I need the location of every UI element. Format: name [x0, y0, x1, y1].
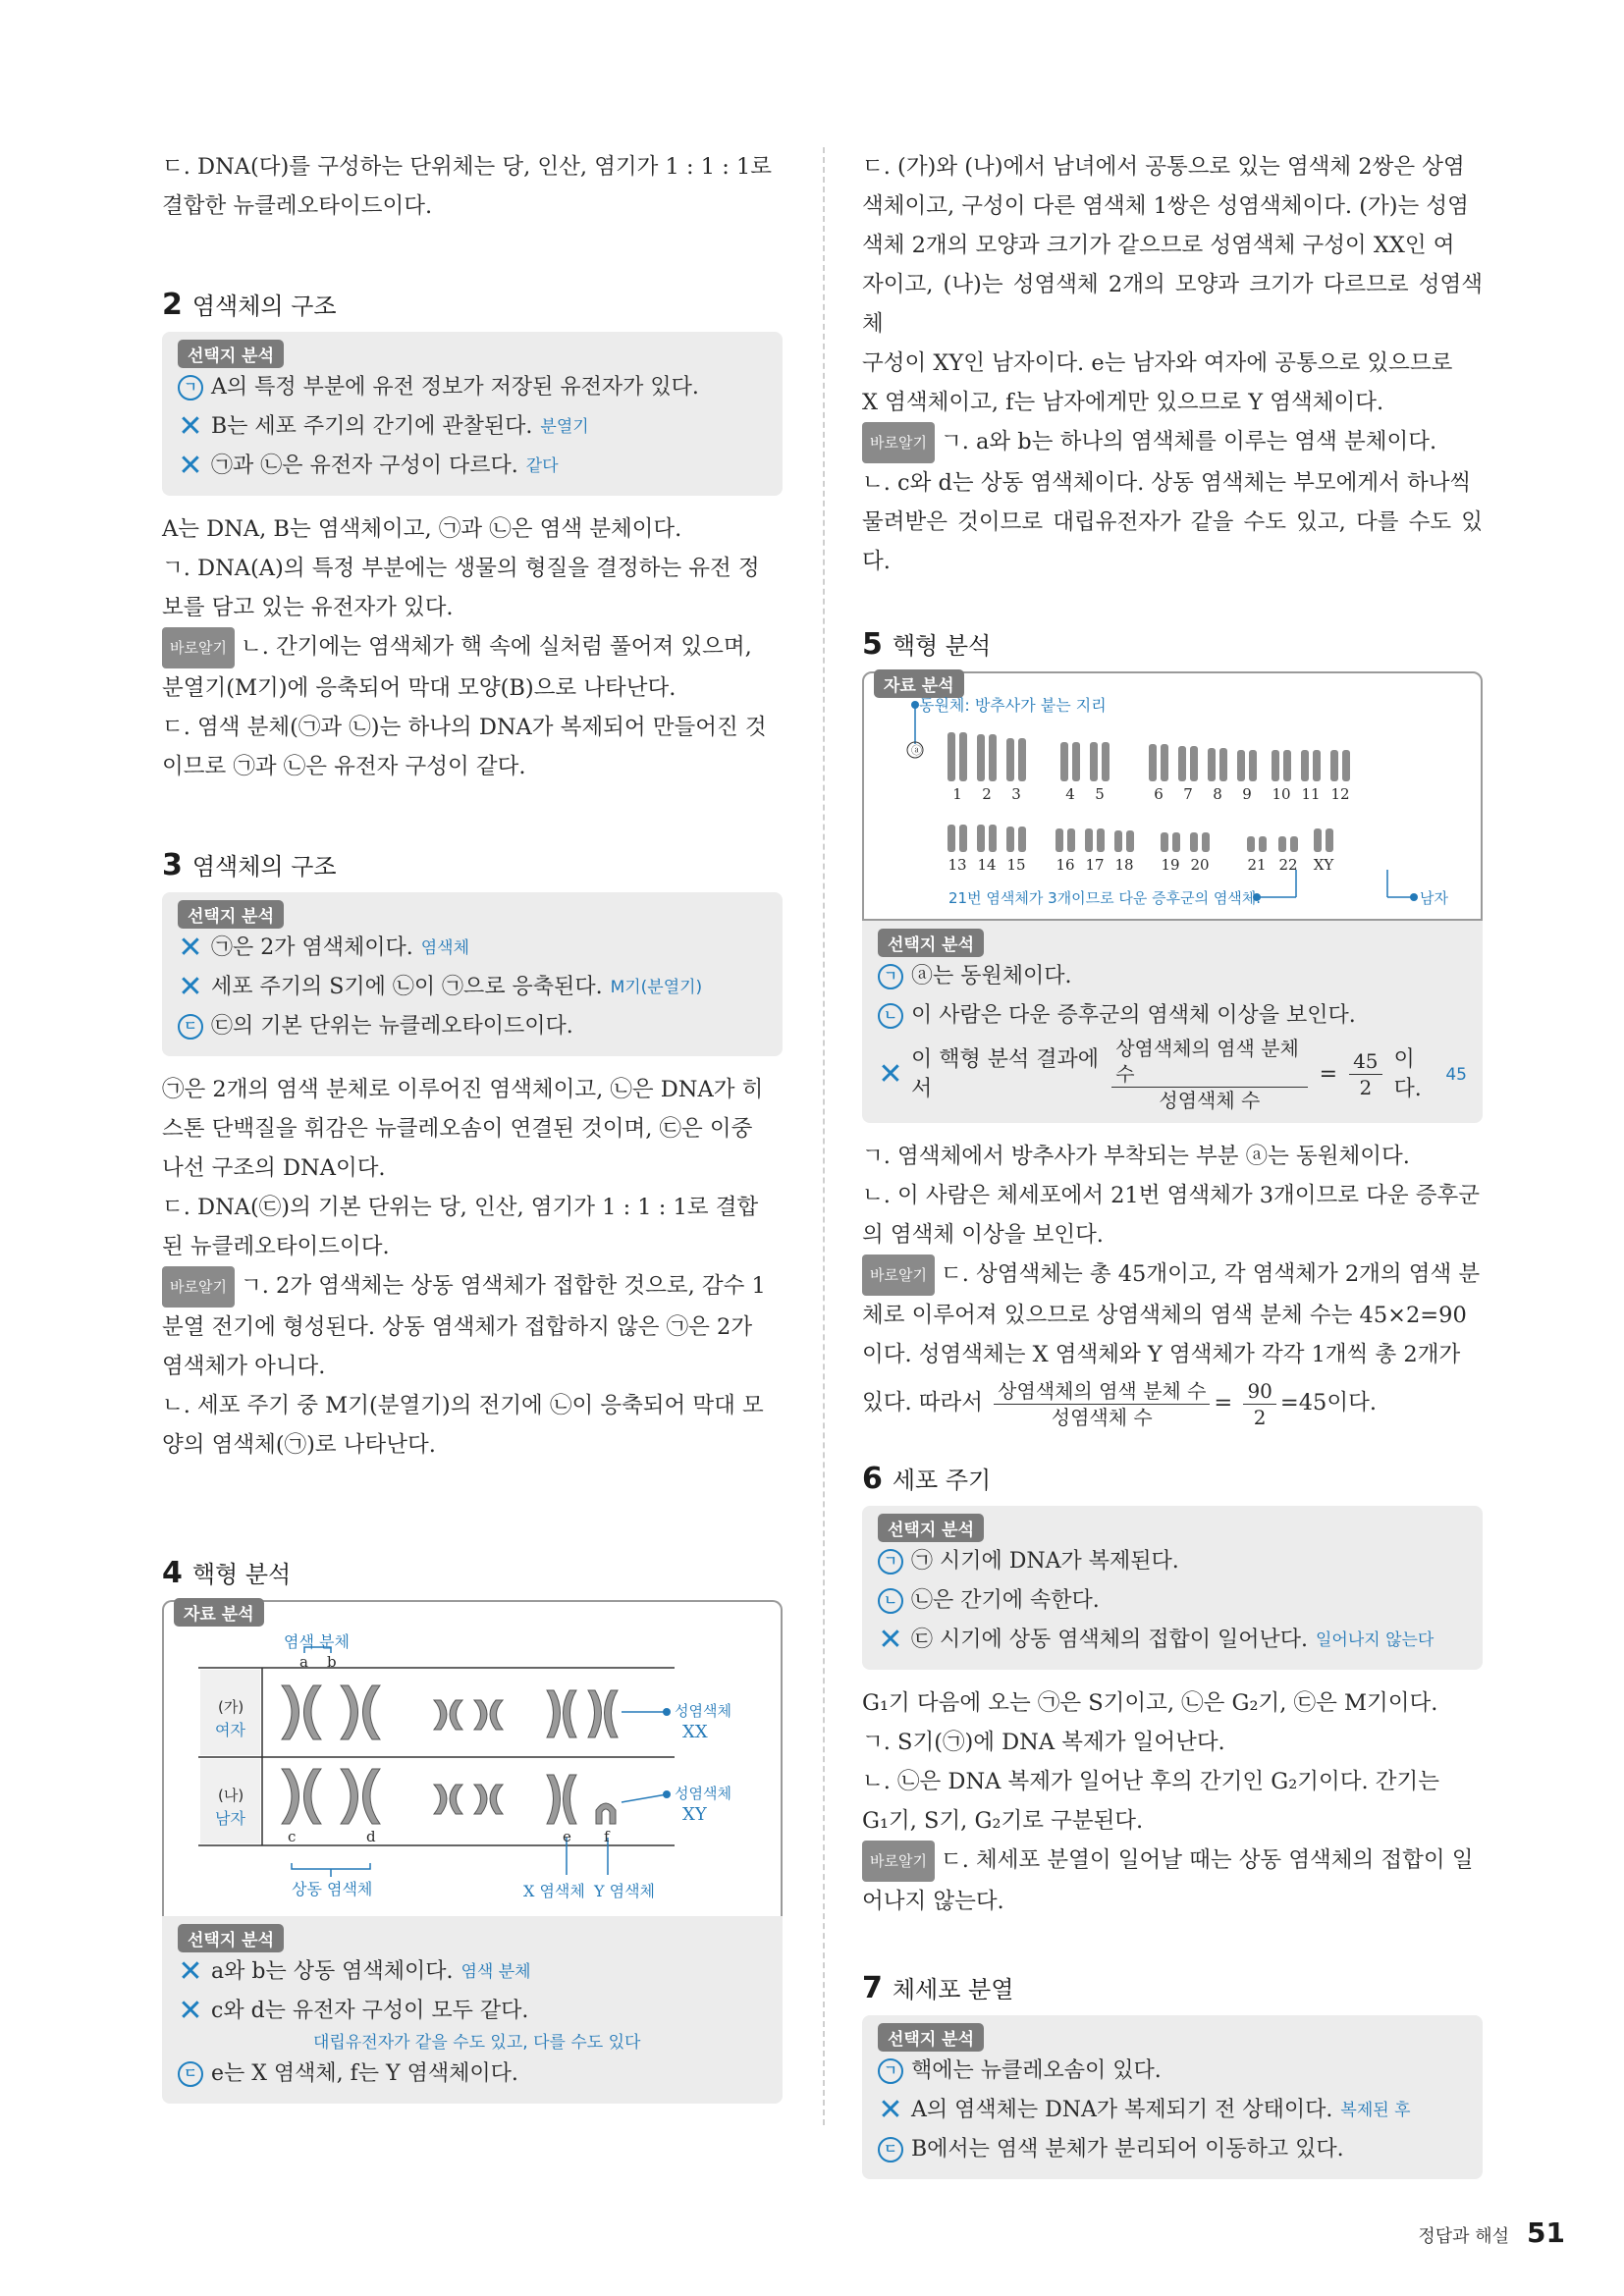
section-5-options: [862, 921, 1483, 1123]
s3-body-3: ㄷ. DNA(㉢)의 기본 단위는 당, 인산, 염기가 1 : 1 : 1로 결합: [162, 1195, 759, 1220]
chromosome-mark: [977, 825, 985, 852]
option: ✕ a와 b는 상동 염색체이다. 염색 분체: [178, 1952, 767, 1992]
label-c: c: [288, 1828, 297, 1845]
chromosome-number: 18: [1114, 856, 1134, 874]
correction: 복제된 후: [1340, 2101, 1411, 2120]
wrong-mark-icon: ✕: [178, 449, 203, 483]
chromosome-mark: [1060, 742, 1068, 781]
wrong-mark-icon: ✕: [178, 970, 203, 1004]
chromosome-mark: [1178, 746, 1186, 781]
s6-body-5: 어나지 않는다.: [862, 1889, 1004, 1914]
homolog-label: 상동 염색체: [292, 1880, 373, 1898]
section-3-heading: 3 염색체의 구조: [162, 848, 337, 882]
s4-body-3: 자이고, (나)는 성염색체 2개의 모양과 크기가 다르므로 성염색체: [862, 272, 1483, 337]
option: ㄱ ⓐ는 동원체이다.: [878, 957, 1467, 996]
correct-mark-icon: ㄱ: [878, 2058, 903, 2084]
intro-line-1: ㄷ. DNA(다)를 구성하는 단위체는 당, 인산, 염기가 1 : 1 : 1로: [162, 154, 772, 180]
s2-body-0: A는 DNA, B는 염색체이고, ㉠과 ㉡은 염색 분체이다.: [162, 516, 682, 542]
chromosome-mark: [1018, 827, 1026, 852]
fraction: $\frac{\text{상염색체의 염색 분체 수}}{\text{성염색체 수}}$: [1111, 1036, 1307, 1113]
chromosome-mark: [977, 734, 985, 781]
options-badge: 선택지 분석: [178, 340, 284, 368]
chromosome-mark: [1313, 750, 1321, 781]
label-b: b: [327, 1653, 337, 1671]
section-6-heading: 6 세포 주기: [862, 1462, 992, 1496]
chromosome-number: 20: [1190, 856, 1210, 874]
s5-body-2: 의 염색체 이상을 보인다.: [862, 1222, 1104, 1248]
option: ✕ ㉠은 2가 염색체이다. 염색체: [178, 929, 767, 968]
chromosome-mark: [1208, 748, 1216, 781]
chromosome-mark: [1219, 748, 1227, 781]
chromosome-mark: [1085, 828, 1093, 852]
centromere-label: 동원체: 방추사가 붙는 지리: [919, 696, 1107, 715]
correction: 분열기: [540, 417, 589, 437]
chromosome-number: 16: [1056, 856, 1075, 874]
chromosome-mark: [947, 732, 955, 781]
s5-body-0: ㄱ. 염색체에서 방추사가 부착되는 부분 ⓐ는 동원체이다.: [862, 1144, 1410, 1169]
chromosome-number: 9: [1242, 785, 1252, 803]
s5-body-1: ㄴ. 이 사람은 체세포에서 21번 염색체가 3개이므로 다운 증후군: [862, 1183, 1480, 1208]
chromosome-number: 2: [982, 785, 992, 803]
s4-body-2: 색체 2개의 모양과 크기가 같으므로 성염색체 구성이 XX인 여: [862, 233, 1455, 258]
chromosome-mark: [1314, 828, 1322, 852]
correct-mark-icon: ㄷ: [178, 2061, 203, 2087]
label-a-circle: ⓐ: [911, 744, 922, 757]
chromosome-number: 1: [952, 785, 962, 803]
wrong-label: 바로알기: [862, 1255, 935, 1296]
label-f: f: [604, 1828, 610, 1845]
correction: 일어나지 않는다: [1316, 1630, 1435, 1650]
s3-body-6: 분열 전기에 형성된다. 상동 염색체가 접합하지 않은 ㉠은 2가: [162, 1314, 753, 1340]
chromosome-mark: [1161, 832, 1168, 852]
chromosome-mark: [959, 732, 967, 781]
s4-body-4: 구성이 XY인 남자이다. e는 남자와 여자에 공통으로 있으므로: [862, 350, 1453, 376]
figure-badge: 자료 분석: [174, 1598, 264, 1627]
label-d: d: [366, 1828, 376, 1845]
chromosome-mark: [1249, 750, 1257, 781]
option: ㄷ e는 X 염색체, f는 Y 염색체이다.: [178, 2055, 767, 2094]
wrong-mark-icon: ✕: [878, 1056, 903, 1092]
section-4-options: [162, 1916, 783, 2104]
chromosome-mark: [1067, 828, 1075, 852]
sex-chrom-label-1: 성염색체: [675, 1702, 731, 1720]
section-2-heading: 2 염색체의 구조: [162, 288, 337, 322]
options-badge: 선택지 분석: [878, 2023, 984, 2052]
right-column: [862, 147, 1483, 2193]
chromosome-mark: [1247, 836, 1255, 852]
section-5-heading: 5 핵형 분석: [862, 627, 992, 662]
chromosome-mark: [1161, 744, 1168, 781]
s5-body-3: 바로알기 ㄷ. 상염색체는 총 45개이고, 각 염색체가 2개의 염색 분: [862, 1255, 1483, 1296]
karyotype-figure-5: [862, 671, 1483, 921]
chromosome-mark: [1006, 827, 1014, 852]
option: ✕ ㉢ 시기에 상동 염색체의 접합이 일어난다. 일어나지 않는다: [878, 1621, 1467, 1660]
wrong-label: 바로알기: [862, 1841, 935, 1882]
chromosome-mark: [1326, 828, 1333, 852]
wrong-label: 바로알기: [162, 1266, 235, 1308]
column-divider: [823, 147, 825, 2125]
option: ㄴ 이 사람은 다운 증후군의 염색체 이상을 보인다.: [878, 996, 1467, 1036]
chromosome-number: 22: [1278, 856, 1298, 874]
y-chromosome-label: Y 염색체: [594, 1882, 656, 1900]
s3-body-8: ㄴ. 세포 주기 중 M기(분열기)의 전기에 ㉡이 응축되어 막대 모: [162, 1393, 764, 1418]
correct-mark-icon: ㄴ: [878, 1588, 903, 1614]
option: ✕ 이 핵형 분석 결과에서 $\frac{\text{상염색체의 염색 분체 수}}{\text{성염색체 수}}$ = $\frac{45}{2}$ 이다. 45: [878, 1037, 1467, 1112]
chromosome-number: 13: [947, 856, 967, 874]
male-note: 남자: [1420, 889, 1448, 907]
s3-body-2: 나선 구조의 DNA이다.: [162, 1155, 386, 1181]
correction-note: 대립유전자가 같을 수도 있고, 다를 수도 있다: [313, 2033, 641, 2053]
chromosome-number: XY: [1313, 856, 1334, 874]
chromosome-mark: [1301, 750, 1309, 781]
chromosome-mark: [1006, 738, 1014, 781]
s2-body-6: 이므로 ㉠과 ㉡은 유전자 구성이 같다.: [162, 754, 526, 779]
s3-body-0: ㉠은 2개의 염색 분체로 이루어진 염색체이고, ㉡은 DNA가 히: [162, 1077, 764, 1102]
chromosome-number: 7: [1183, 785, 1193, 803]
karyotype-figure: [162, 1600, 783, 1916]
chromosome-number: 12: [1330, 785, 1350, 803]
row1-tag: (가): [218, 1698, 244, 1716]
sex-chrom-label-2: 성염색체: [675, 1785, 731, 1802]
correction: 같다: [525, 456, 559, 476]
s6-body-1: ㄱ. S기(㉠)에 DNA 복제가 일어난다.: [862, 1730, 1225, 1755]
chromosome-mark: [1114, 830, 1122, 852]
chromosome-number: 11: [1301, 785, 1321, 803]
correction: 45: [1445, 1064, 1467, 1085]
chromosome-number: 6: [1154, 785, 1164, 803]
s5-body-last: 있다. 따라서 $\frac{\text{상염색체의 염색 분체 수}}{\text{성염색체 수}}$ = $\frac{90}{2}$ =45이다.: [862, 1378, 1377, 1429]
chromosome-mark: [1126, 830, 1134, 852]
chromosome-mark: [959, 825, 967, 852]
s5-body-5: 이다. 성염색체는 X 염색체와 Y 염색체가 각각 1개씩 총 2개가: [862, 1342, 1461, 1367]
chromosome-number: 3: [1011, 785, 1021, 803]
chromosome-number: 21: [1247, 856, 1267, 874]
chromosome-mark: [1342, 750, 1350, 781]
chromosome-mark: [1237, 750, 1245, 781]
options-badge: 선택지 분석: [178, 900, 284, 929]
correction: M기(분열기): [610, 978, 703, 997]
s3-body-1: 스톤 단백질을 휘감은 뉴클레오솜이 연결된 것이며, ㉢은 이중: [162, 1116, 753, 1142]
wrong-mark-icon: ✕: [878, 2093, 903, 2127]
option: ✕ A의 염색체는 DNA가 복제되기 전 상태이다. 복제된 후: [878, 2091, 1467, 2130]
intro-line-2: 결합한 뉴클레오타이드이다.: [162, 193, 433, 219]
option: ✕ ㉠과 ㉡은 유전자 구성이 다르다. 같다: [178, 447, 767, 486]
wrong-mark-icon: ✕: [878, 1623, 903, 1657]
option: ㄴ ㉡은 간기에 속한다.: [878, 1581, 1467, 1621]
option: ㄱ A의 특정 부분에 유전 정보가 저장된 유전자가 있다.: [178, 368, 767, 407]
fraction-value: $\frac{45}{2}$: [1349, 1048, 1381, 1100]
chromosome-mark: [1056, 828, 1063, 852]
option: ✕ B는 세포 주기의 간기에 관찰된다. 분열기: [178, 407, 767, 447]
section-6-options: [862, 1506, 1483, 1670]
chromosome-mark: [1202, 832, 1210, 852]
sex-chrom-value-1: XX: [682, 1722, 708, 1742]
correct-mark-icon: ㄱ: [878, 1549, 903, 1575]
s4-body-7: ㄴ. c와 d는 상동 염색체이다. 상동 염색체는 부모에게서 하나씩: [862, 470, 1472, 496]
option: ㄱ 핵에는 뉴클레오솜이 있다.: [878, 2052, 1467, 2091]
down-syndrome-note: 21번 염색체가 3개이므로 다운 증후군의 염색체.: [948, 889, 1262, 907]
wrong-label: 바로알기: [862, 422, 935, 463]
s6-body-4: 바로알기 ㄷ. 체세포 분열이 일어날 때는 상동 염색체의 접합이 일: [862, 1841, 1483, 1882]
option: ㄷ B에서는 염색 분체가 분리되어 이동하고 있다.: [878, 2130, 1467, 2169]
wrong-mark-icon: ✕: [178, 931, 203, 965]
options-badge: 선택지 분석: [878, 929, 984, 957]
fraction: $\frac{\text{상염색체의 염색 분체 수}}{\text{성염색체 수}}$: [994, 1378, 1210, 1430]
wrong-label: 바로알기: [162, 627, 235, 668]
chromosome-number: 4: [1065, 785, 1075, 803]
chromosome-mark: [1290, 836, 1298, 852]
karyotype-diagram: [164, 1602, 781, 1916]
section-4-heading: 4 핵형 분석: [162, 1556, 292, 1590]
chromosome-mark: [989, 734, 997, 781]
correct-mark-icon: ㄴ: [878, 1003, 903, 1029]
correct-mark-icon: ㄷ: [178, 1014, 203, 1040]
chromosome-number: 14: [977, 856, 997, 874]
chromosome-mark: [1190, 832, 1198, 852]
chromosome-mark: [1190, 746, 1198, 781]
correct-mark-icon: ㄱ: [178, 375, 203, 400]
s4-body-6: 바로알기 ㄱ. a와 b는 하나의 염색체를 이루는 염색 분체이다.: [862, 422, 1483, 463]
section-7-options: [862, 2015, 1483, 2179]
label-a: a: [299, 1653, 308, 1671]
chromosome-number: 5: [1095, 785, 1105, 803]
s3-body-4: 된 뉴클레오타이드이다.: [162, 1234, 390, 1259]
section-3-options: [162, 892, 783, 1056]
s3-body-7: 염색체가 아니다.: [162, 1354, 326, 1379]
s5-body-4: 체로 이루어져 있으므로 상염색체의 염색 분체 수는 45×2=90: [862, 1303, 1467, 1328]
correct-mark-icon: ㄱ: [878, 964, 903, 989]
s3-body-9: 양의 염색체(㉠)로 나타난다.: [162, 1432, 436, 1458]
label-e: e: [563, 1828, 571, 1845]
s6-body-3: G₁기, S기, G₂기로 구분된다.: [862, 1808, 1144, 1834]
options-badge: 선택지 분석: [878, 1514, 984, 1542]
chromosome-number: 10: [1272, 785, 1291, 803]
wrong-mark-icon: ✕: [178, 1994, 203, 2028]
chromosome-number: 17: [1085, 856, 1105, 874]
wrong-mark-icon: ✕: [178, 1954, 203, 1989]
chromosome-mark: [989, 825, 997, 852]
page-number: 51: [1527, 2216, 1565, 2249]
chromosome-mark: [1172, 832, 1180, 852]
chromosome-mark: [1272, 750, 1279, 781]
s4-body-8: 물려받은 것이므로 대립유전자가 같을 수도 있고, 다를 수도 있다.: [862, 509, 1483, 574]
option: ✕ 세포 주기의 S기에 ㉡이 ㉠으로 응축된다. M기(분열기): [178, 968, 767, 1007]
row2-tag: (나): [218, 1787, 244, 1804]
s6-body-0: G₁기 다음에 오는 ㉠은 S기이고, ㉡은 G₂기, ㉢은 M기이다.: [862, 1690, 1438, 1716]
chromatid-label: 염색 분체: [284, 1632, 350, 1651]
options-badge: 선택지 분석: [178, 1924, 284, 1952]
chromosome-mark: [1149, 744, 1157, 781]
s4-body-0: ㄷ. (가)와 (나)에서 남녀에서 공통으로 있는 염색체 2쌍은 상염: [862, 154, 1465, 180]
chromosome-number: 8: [1213, 785, 1222, 803]
option: ㄷ ㉢의 기본 단위는 뉴클레오타이드이다.: [178, 1007, 767, 1046]
s4-body-1: 색체이고, 구성이 다른 염색체 1쌍은 성염색체이다. (가)는 성염: [862, 193, 1469, 219]
row2-sex: 남자: [215, 1809, 245, 1828]
left-column: [162, 147, 783, 2117]
correct-mark-icon: ㄷ: [878, 2137, 903, 2163]
chromosome-mark: [1283, 750, 1291, 781]
s2-body-5: ㄷ. 염색 분체(㉠과 ㉡)는 하나의 DNA가 복제되어 만들어진 것: [162, 715, 767, 740]
chromosome-mark: [947, 825, 955, 852]
chromosome-mark: [1278, 836, 1286, 852]
page-footer: [1418, 2216, 1565, 2249]
chromosome-mark: [1102, 742, 1110, 781]
s6-body-2: ㄴ. ㉡은 DNA 복제가 일어난 후의 간기인 G₂기이다. 간기는: [862, 1769, 1439, 1794]
option: ㄱ ㉠ 시기에 DNA가 복제된다.: [878, 1542, 1467, 1581]
s2-body-4: 분열기(M기)에 응축되어 막대 모양(B)으로 나타난다.: [162, 675, 677, 701]
correction: 염색체: [420, 938, 470, 958]
chromosome-mark: [1259, 836, 1267, 852]
chromosome-number: 15: [1006, 856, 1026, 874]
wrong-mark-icon: ✕: [178, 409, 203, 444]
chromosome-mark: [1018, 738, 1026, 781]
sex-chrom-value-2: XY: [682, 1804, 707, 1825]
chromosome-mark: [1090, 742, 1098, 781]
s4-body-5: X 염색체이고, f는 남자에게만 있으므로 Y 염색체이다.: [862, 390, 1384, 415]
chromosome-mark: [1330, 750, 1338, 781]
s3-body-5: 바로알기 ㄱ. 2가 염색체는 상동 염색체가 접합한 것으로, 감수 1: [162, 1266, 783, 1308]
chromosome-mark: [1072, 742, 1080, 781]
s2-body-3: 바로알기 ㄴ. 간기에는 염색체가 핵 속에 실처럼 풀어져 있으며,: [162, 627, 783, 668]
fraction-value: $\frac{90}{2}$: [1243, 1378, 1275, 1430]
chromosome-mark: [1097, 828, 1105, 852]
s2-body-2: 보를 담고 있는 유전자가 있다.: [162, 595, 454, 620]
x-chromosome-label: X 염색체: [523, 1882, 585, 1900]
footer-text: 정답과 해설: [1418, 2226, 1510, 2247]
option: ✕ c와 d는 유전자 구성이 모두 같다.: [178, 1994, 529, 2028]
row1-sex: 여자: [215, 1721, 245, 1739]
figure-badge: 자료 분석: [874, 669, 964, 698]
correction: 염색 분체: [460, 1962, 531, 1982]
chromosome-number: 19: [1161, 856, 1180, 874]
section-7-heading: 7 체세포 분열: [862, 1971, 1014, 2005]
section-2-options: [162, 332, 783, 496]
s2-body-1: ㄱ. DNA(A)의 특정 부분에는 생물의 형질을 결정하는 유전 정: [162, 556, 760, 581]
